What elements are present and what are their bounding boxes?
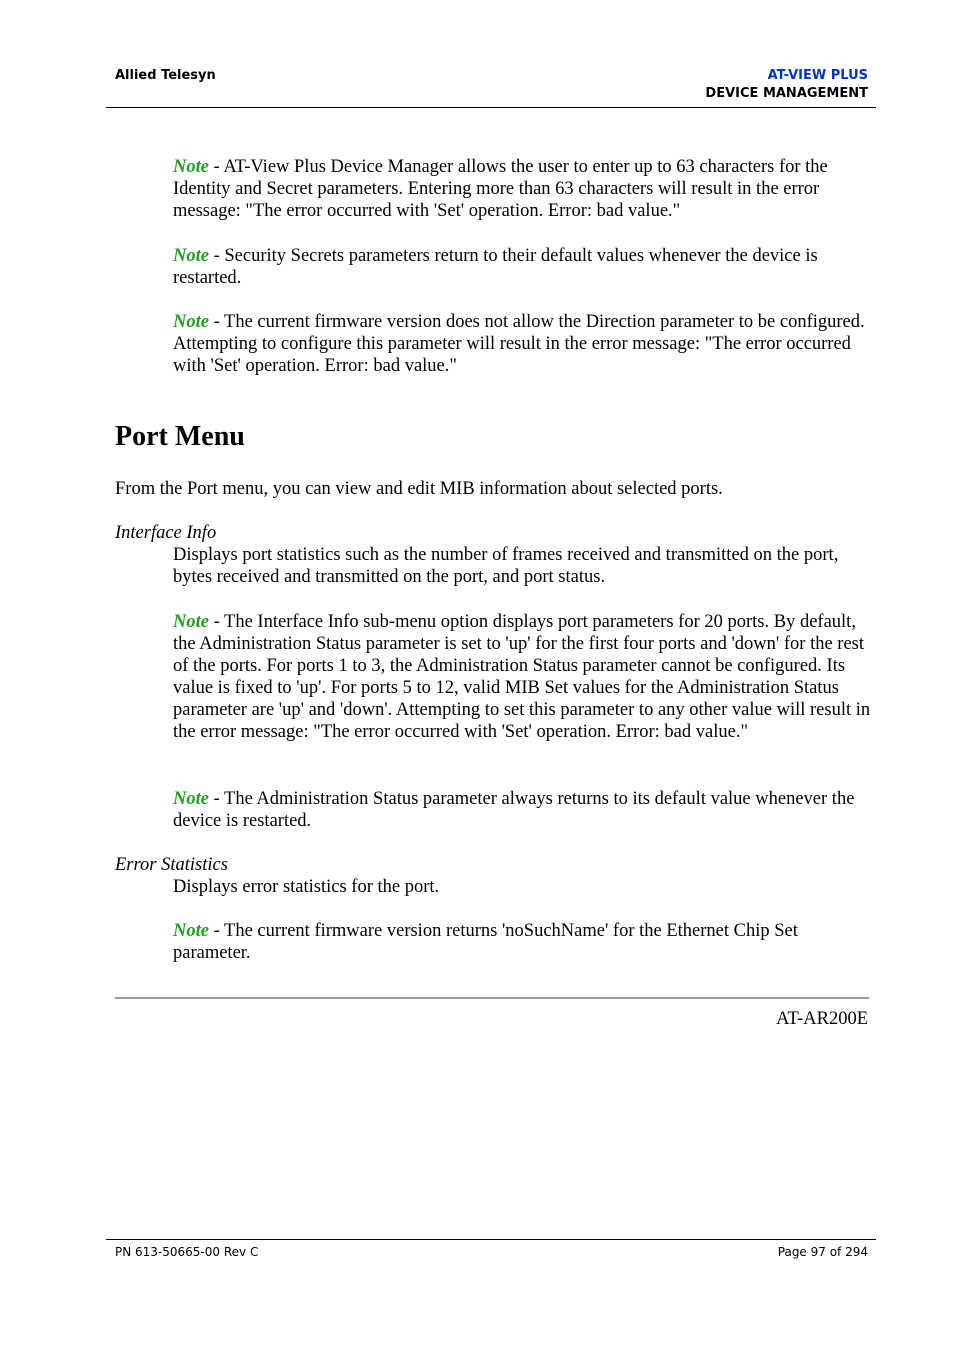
interface-info-description: Displays port statistics such as the number of frames received and transmitted on the port, bytes received and transmitted on the port, and port status. xyxy=(173,545,839,587)
note-text: - The current firmware version returns 'noSuchName' for the Ethernet Chip Set parameter. xyxy=(173,921,798,963)
note-label: Note xyxy=(173,789,209,809)
footer-page-number: Page 97 of 294 xyxy=(777,1245,868,1259)
note-interface-info-ports xyxy=(173,611,873,743)
note-admin-status xyxy=(173,788,873,832)
header-product: AT-VIEW PLUS xyxy=(767,68,868,83)
note-label: Note xyxy=(173,246,209,266)
note-ethernet-chip-set xyxy=(173,920,873,964)
content-divider xyxy=(115,997,869,999)
header-company: Allied Telesyn xyxy=(115,68,216,83)
footer-part-number: PN 613-50665-00 Rev C xyxy=(115,1245,259,1259)
model-name: AT-AR200E xyxy=(776,1009,868,1029)
note-text: - The Interface Info sub-menu option displays port parameters for 20 ports. By default, the Administration Status parameter is set to 'up' for the first four ports and 'down' for the rest of the ports. For ports 1 to 3, the Administration Status parameter cannot be configured. Its value is fixed to 'up'. For ports 5 to 12, valid MIB Set values for the Administration Status parameter are 'up' and 'down'. Attempting to set this parameter to any other value will result in the error message: "The error occurred with 'Set' operation. Error: bad value." xyxy=(173,612,871,742)
section-title: Port Menu xyxy=(115,421,245,452)
note-text: - AT-View Plus Device Manager allows the user to enter up to 63 characters for the Identity and Secret parameters. Entering more than 63 characters will result in the error message: "The error occurred with 'Set' operation. Error: bad value." xyxy=(173,157,828,221)
header-divider xyxy=(106,107,876,108)
note-direction xyxy=(173,311,873,377)
header-section: DEVICE MANAGEMENT xyxy=(705,86,868,101)
note-text: - Security Secrets parameters return to their default values whenever the device is restarted. xyxy=(173,246,818,288)
note-label: Note xyxy=(173,921,209,941)
note-text: - The Administration Status parameter always returns to its default value whenever the device is restarted. xyxy=(173,789,855,831)
error-statistics-description: Displays error statistics for the port. xyxy=(173,877,440,897)
subheading-interface-info: Interface Info xyxy=(115,523,217,543)
section-intro: From the Port menu, you can view and edit MIB information about selected ports. xyxy=(115,479,723,499)
note-label: Note xyxy=(173,612,209,632)
note-label: Note xyxy=(173,312,209,332)
note-text: - The current firmware version does not allow the Direction parameter to be configured. Attempting to configure this parameter will result in the error message: "The error occurred with 'Set' operation. Error: bad value." xyxy=(173,312,865,376)
footer-divider xyxy=(106,1239,876,1240)
note-label: Note xyxy=(173,157,209,177)
note-security-secrets xyxy=(173,245,873,289)
note-identity-secret xyxy=(173,156,873,222)
subheading-error-statistics: Error Statistics xyxy=(115,855,228,875)
